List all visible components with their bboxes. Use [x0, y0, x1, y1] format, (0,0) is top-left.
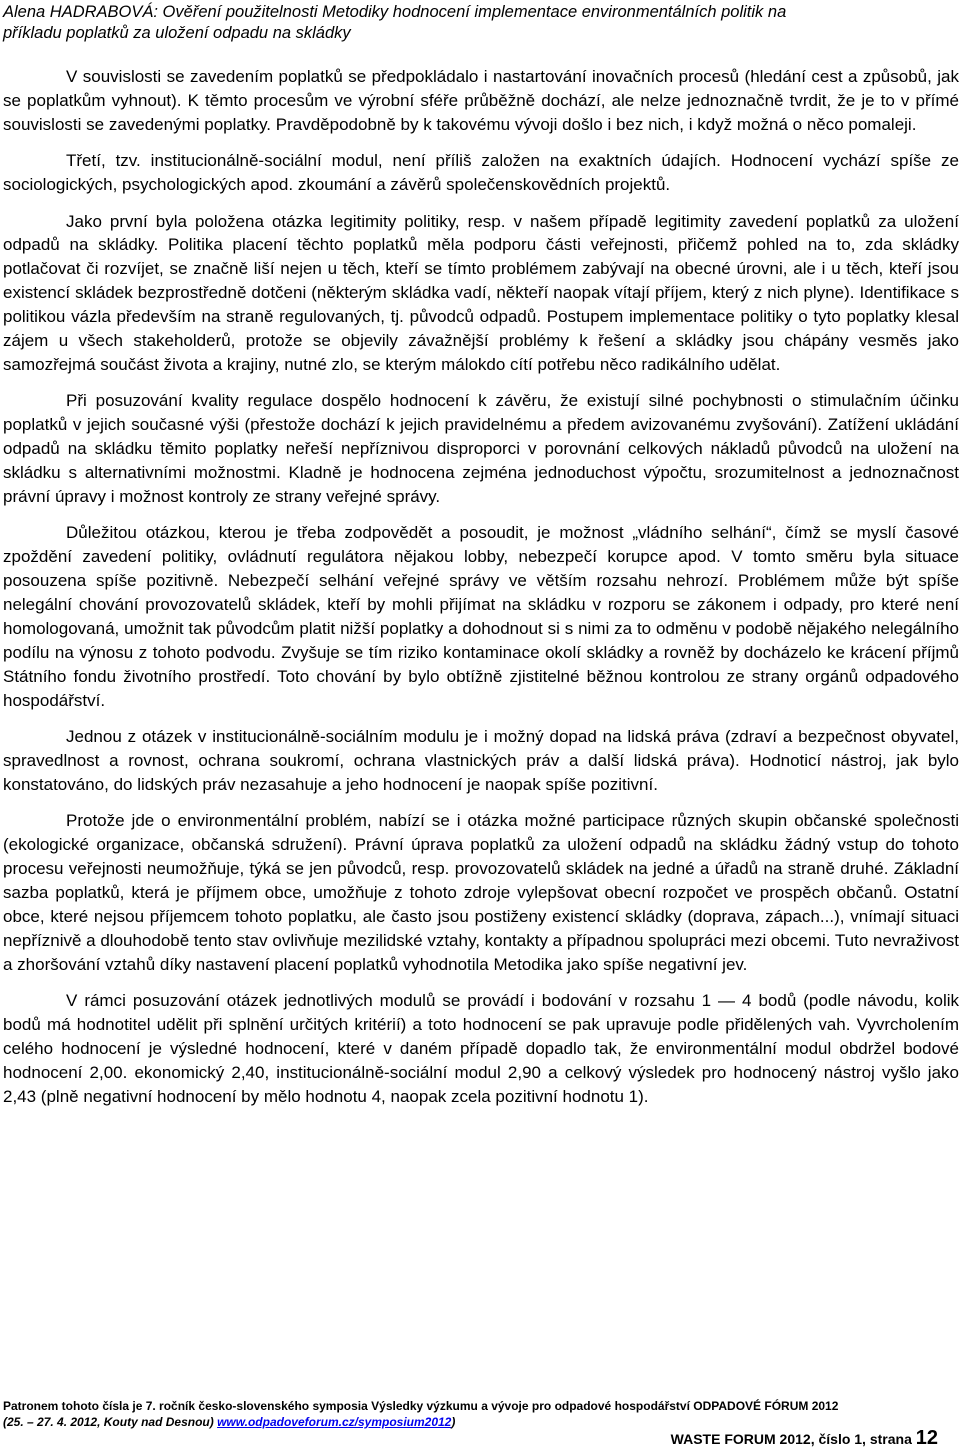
footer-journal-info — [671, 1429, 938, 1448]
footer-symposium-link[interactable]: www.odpadoveforum.cz/symposium2012 — [217, 1415, 452, 1429]
paragraph-human-rights: Jednou z otázek v institucionálně-sociálním modulu je i možný dopad na lidská práva (zdraví a bezpečnost obyvatel, spravedlnost a rovnost, ochrana soukromí, ochrana vlastnických práv a další lidská práva). Hodnoticí nástroj, jak bylo konstatováno, do lidských práv nezasahuje a jeho hodnocení je naopak spíše pozitivní. — [3, 727, 959, 794]
paragraph-legitimacy: Jako první byla položena otázka legitimity politiky, resp. v našem případě legitimity zavedení poplatků za uložení odpadů na skládky. Politika placení těchto poplatků měla podporu části veřejnosti, přičemž pohled na to, zda skládky potlačovat či rozvíjet, se značně liší nejen u těch, kteří se tímto problémem zabývají na obecné úrovni, ale i u těch, kteří jsou existencí skládek bezprostředně dotčeni (některým skládka vadí, někteří naopak vítají příjem, který z nich plyne). Identifikace s politikou vázla především na straně regulovaných, tj. původců odpadů. Postupem implementace politiky o tyto poplatky klesal zájem u všech stakeholderů, protože se objevily závažnější problémy k řešení a skládky jsou chápány vesměs jako samozřejmá součást života a krajiny, nutné zlo, se kterým málokdo cítí potřebu něco radikálního udělat. — [3, 211, 959, 374]
paragraph-institutional-module: Třetí, tzv. institucionálně-sociální modul, není příliš založen na exaktních údajích. Hodnocení vychází spíše ze sociologických, psychologických apod. zkoumání a závěrů společenskovědních projektů. — [3, 151, 959, 195]
paragraph-innovation: V souvislosti se zavedením poplatků se předpokládalo i nastartování inovačních procesů (hledání cest a způsobů, jak se poplatkům vyhnout). K těmto procesům ve výrobní sféře průběžně dochází, ale nelze jednoznačně tvrdit, že je to v přímé souvislosti se zavedenými poplatky. Pravděpodobně by k takovému vývoji došlo i bez nich, i když možná o něco pomaleji. — [3, 67, 959, 134]
article-body — [3, 65, 959, 1121]
paragraph-scoring: V rámci posuzování otázek jednotlivých modulů se provádí i bodování v rozsahu 1 — 4 bodů (podle návodu, kolik bodů má hodnotitel udělit při splnění určitých kritérií) a toto hodnocení se pak upravuje podle přidělených vah. Vyvrcholením celého hodnocení je výsledné hodnocení, které v daném případě dopadlo tak, že environmentální modul obdržel bodové hodnocení 2,00. ekonomický 2,40, institucionálně-sociální modul 2,90 a celkový výsledek pro hodnocený nástroj vyšlo jako 2,43 (plně negativní hodnocení by mělo hodnotu 4, naopak zcela pozitivní hodnotu 1). — [3, 991, 959, 1106]
paragraph-civil-participation: Protože jde o environmentální problém, nabízí se i otázka možné participace různých skupin občanské společnosti (ekologické organizace, občanská sdružení). Právní úprava poplatků za uložení odpadů na skládku žádný vstup do tohoto procesu veřejnosti neumožňuje, týká se jen původců, resp. provozovatelů skládek na jedné a úřadů na straně druhé. Základní sazba poplatků, která je příjmem obce, umožňuje z tohoto zdroje vylepšovat obecní rozpočet ve prospěch občanů. Ostatní obce, které nejsou příjemcem tohoto poplatku, ale často jsou postiženy existencí skládky (doprava, zápach...), vnímají situaci nepříznivě a dlouhodobě tento stav ovlivňuje mezilidské vztahy, kontakty a případnou spolupráci mezi obcemi. Tuto nevraživost a zhoršování vztahů díky nastavení placení poplatků vyhodnotila Metodika jako spíše negativní jev. — [3, 811, 959, 974]
footer-dates: (25. – 27. 4. 2012, Kouty nad Desnou) — [3, 1415, 218, 1429]
running-header-line-1: Alena HADRABOVÁ: Ověření použitelnosti Metodiky hodnocení implementace environmentálních politik na — [3, 3, 787, 21]
footer-link-suffix: ) — [451, 1415, 456, 1429]
paragraph-government-failure: Důležitou otázkou, kterou je třeba zodpovědět a posoudit, je možnost „vládního selhání“, čímž se myslí časové zpoždění zavedení politiky, ovládnutí regulátora nějakou lobby, nebezpečí korupce apod. V tomto směru byla situace posouzena spíše pozitivně. Nebezpečí selhání veřejné správy ve větším rozsahu nehrozí. Problémem může být spíše nelegální chování provozovatelů skládek, kteří by mohli přijímat na skládku v rozporu se zákonem i odpady, pro které není homologovaná, umožnit tak původcům platit nižší poplatky a dohodnout si s nimi za to odměnu v podobě nějakého nelegálního podílu na výnosu z tohoto podvodu. Zvyšuje se tím riziko kontaminace okolí skládky a rovněž by docházelo ke krácení příjmů Státního fondu životního prostředí. Toto chování by bylo obtížně zjistitelné běžnou kontrolou ze strany orgánů odpadového hospodářství. — [3, 523, 959, 710]
running-header — [3, 2, 943, 44]
page-number: 12 — [915, 1427, 938, 1449]
footer-patron-text: je 7. ročník česko-slovenského symposia Výsledky výzkumu a vývoje pro odpadové hospodářství ODPADOVÉ FÓRUM 2012 — [129, 1399, 839, 1413]
footer-patron-label: Patronem tohoto čísla — [3, 1399, 130, 1413]
footer-journal-name: WASTE FORUM 2012, číslo 1, strana — [670, 1431, 916, 1447]
footer-patron-note — [3, 1398, 893, 1430]
paragraph-regulation-quality: Při posuzování kvality regulace dospělo hodnocení k závěru, že existují silné pochybnosti o stimulačním účinku poplatků v jejich současné výši (přestože dochází k jejich pravidelnému a předem avizovanému zvyšování). Zatížení ukládání odpadů na skládku těmito poplatky neřeší nepříznivou disproporci v porovnání celkových nákladů původců na uložení na skládku s alternativními možnostmi. Kladně je hodnocena zejména jednoduchost výpočtu, srozumitelnost a jednoznačnost právní úpravy i možnost kontroly ze strany veřejné správy. — [3, 391, 959, 506]
running-header-line-2: příkladu poplatků za uložení odpadu na skládky — [3, 24, 351, 42]
